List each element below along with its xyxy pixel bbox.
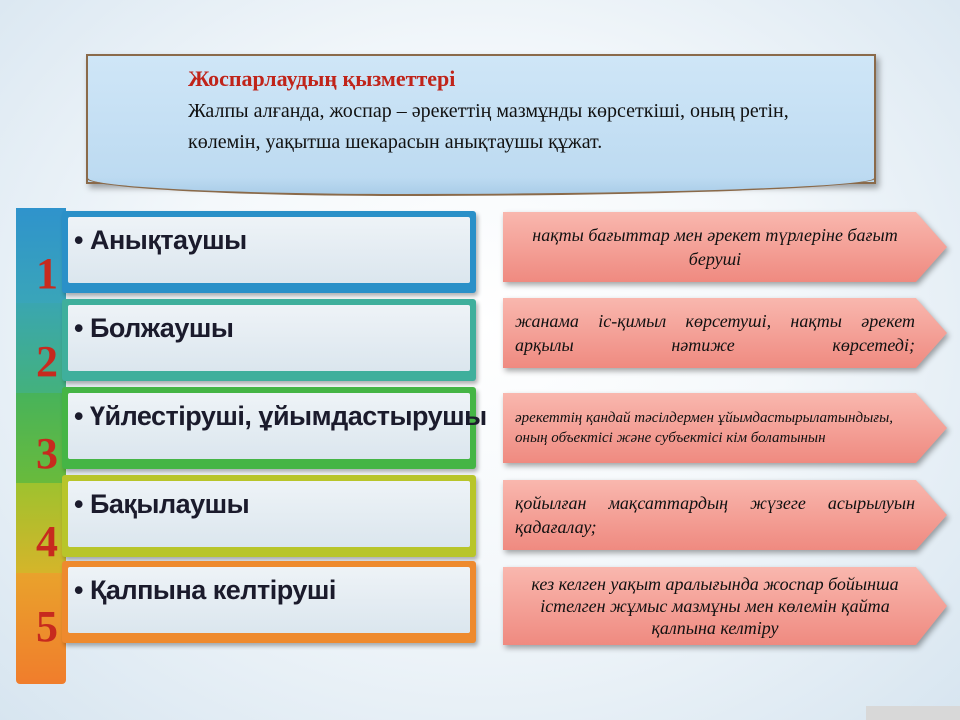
function-bar-1 bbox=[62, 211, 476, 293]
function-bar-5 bbox=[62, 561, 476, 643]
corner-tab bbox=[866, 706, 960, 720]
function-label-1: • Анықтаушы bbox=[74, 225, 247, 255]
function-bar-2 bbox=[62, 299, 476, 381]
number-5: 5 bbox=[36, 602, 58, 651]
description-text-5: кез келген уақыт аралығында жоспар бойынша істелген жұмыс мазмұны мен көлемін қайта қалпына келтіру bbox=[531, 574, 899, 638]
number-strip bbox=[16, 208, 66, 684]
function-label-2: • Болжаушы bbox=[74, 313, 234, 343]
number-4: 4 bbox=[36, 517, 58, 566]
function-label-4: • Бақылаушы bbox=[74, 489, 250, 519]
function-label-3: • Үйлестіруші, ұйымдастырушы bbox=[74, 401, 487, 431]
header-text: Жалпы алғанда, жоспар – әрекеттің мазмұнды көрсеткіші, оның ретін, көлемін, уақытша шекарасын анықтаушы құжат. bbox=[188, 100, 789, 153]
function-bar-3 bbox=[62, 387, 487, 469]
description-arrow-1 bbox=[503, 212, 947, 282]
header-title: Жоспарлаудың қызметтері bbox=[188, 66, 456, 91]
description-arrow-2 bbox=[503, 298, 947, 368]
number-3: 3 bbox=[36, 429, 58, 478]
description-arrow-3 bbox=[503, 393, 947, 463]
function-label-5: • Қалпына келтіруші bbox=[74, 575, 336, 605]
description-arrow-4 bbox=[503, 480, 947, 550]
description-text-1: нақты бағыттар мен әрекет түрлеріне бағыт беруші bbox=[532, 225, 898, 269]
function-bar-4 bbox=[62, 475, 476, 557]
number-2: 2 bbox=[36, 337, 58, 386]
description-text-2: жанама іс-қимыл көрсетуші, нақты әрекет арқылы нәтиже көрсетеді; bbox=[515, 311, 915, 355]
number-1: 1 bbox=[36, 249, 58, 298]
description-text-4: қойылған мақсаттардың жүзеге асырылуын қадағалау; bbox=[515, 493, 915, 537]
description-text-3: әрекеттің қандай тәсілдермен ұйымдастырылатындығы, оның объектісі және субъектісі кім болатынын bbox=[515, 410, 893, 446]
header-box bbox=[86, 54, 876, 184]
description-arrow-5 bbox=[503, 567, 947, 645]
